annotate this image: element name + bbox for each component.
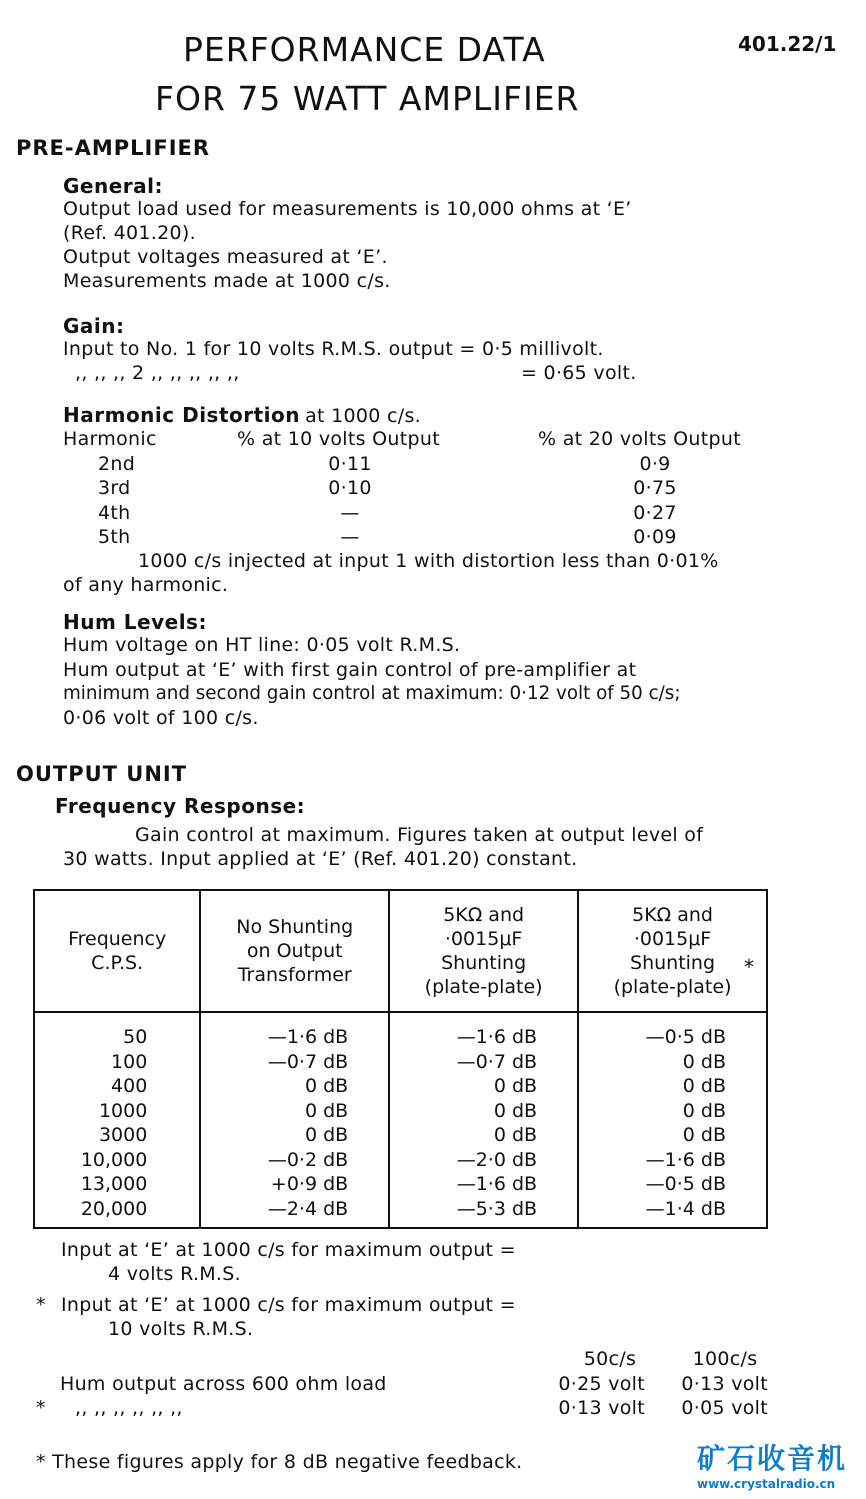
watermark-url: www.crystalradio.cn xyxy=(697,1477,836,1491)
column-header-shunting: 5KΩ and ·0015μF Shunting (plate-plate) xyxy=(389,890,578,1012)
cell-shunting-starred: —0·5 dB xyxy=(578,1172,767,1197)
harmonic-row-10v: — xyxy=(340,502,360,524)
frequency-response-intro-line-2: 30 watts. Input applied at ‘E’ (Ref. 401.20) constant. xyxy=(63,848,578,870)
hum-levels-line-3: minimum and second gain control at maximum: 0·12 volt of 50 c/s; xyxy=(63,683,681,704)
cell-frequency: 100 xyxy=(34,1050,200,1075)
table-header-row xyxy=(34,890,767,1012)
gain-line-1: Input to No. 1 for 10 volts R.M.S. output = 0·5 millivolt. xyxy=(63,338,604,360)
cell-no-shunting: —2·4 dB xyxy=(200,1197,389,1229)
cell-shunting-starred: 0 dB xyxy=(578,1123,767,1148)
cell-shunting-starred: —1·4 dB xyxy=(578,1197,767,1229)
harmonic-note-line-2: of any harmonic. xyxy=(63,574,229,596)
cell-shunting-starred: —0·5 dB xyxy=(578,1012,767,1050)
harmonic-row-20v: 0·27 xyxy=(633,502,677,524)
harmonic-row-label: 4th xyxy=(98,502,131,524)
harmonic-distortion-heading: Harmonic Distortion xyxy=(63,403,301,427)
hum-output-100: 0·13 volt xyxy=(681,1373,768,1395)
site-watermark xyxy=(697,1437,862,1491)
harmonic-distortion-heading-suffix: at 1000 c/s. xyxy=(305,405,422,427)
cell-shunting: 0 dB xyxy=(389,1074,578,1099)
table-row xyxy=(34,1197,767,1229)
input-max-star-asterisk: * xyxy=(36,1294,46,1316)
harmonic-row-label: 3rd xyxy=(98,477,131,499)
table-row xyxy=(34,1172,767,1197)
cell-no-shunting: —1·6 dB xyxy=(200,1012,389,1050)
cell-shunting: —1·6 dB xyxy=(389,1012,578,1050)
harmonic-row-10v: 0·10 xyxy=(328,477,372,499)
cell-no-shunting: 0 dB xyxy=(200,1123,389,1148)
frequency-response-table xyxy=(33,889,768,1229)
harmonic-row-label: 2nd xyxy=(98,453,136,475)
table-row xyxy=(34,1148,767,1173)
cell-frequency: 13,000 xyxy=(34,1172,200,1197)
hum-output-label: Hum output across 600 ohm load xyxy=(60,1373,387,1395)
harmonic-row-10v: — xyxy=(340,526,360,548)
cell-shunting-starred: 0 dB xyxy=(578,1074,767,1099)
document-reference: 401.22/1 xyxy=(738,32,837,56)
cell-frequency: 400 xyxy=(34,1074,200,1099)
gain-line-2-value: = 0·65 volt. xyxy=(521,362,637,384)
gain-line-2-ditto: ,, ,, ,, 2 ,, ,, ,, ,, ,, xyxy=(75,362,240,384)
general-line-4: Measurements made at 1000 c/s. xyxy=(63,270,391,292)
hum-column-header-50: 50c/s xyxy=(583,1348,637,1370)
general-line-2: (Ref. 401.20). xyxy=(63,222,196,244)
section-heading-pre-amplifier: PRE-AMPLIFIER xyxy=(16,136,211,160)
general-heading: General: xyxy=(63,174,163,198)
hum-output-star-100: 0·05 volt xyxy=(681,1397,768,1419)
cell-no-shunting: 0 dB xyxy=(200,1074,389,1099)
cell-shunting: —2·0 dB xyxy=(389,1148,578,1173)
cell-no-shunting: —0·2 dB xyxy=(200,1148,389,1173)
hum-levels-heading: Hum Levels: xyxy=(63,610,207,634)
section-heading-output-unit: OUTPUT UNIT xyxy=(16,762,188,786)
cell-shunting: 0 dB xyxy=(389,1123,578,1148)
cell-no-shunting: +0·9 dB xyxy=(200,1172,389,1197)
header-asterisk: * xyxy=(744,955,754,979)
hum-output-star-ditto: ,, ,, ,, ,, ,, ,, xyxy=(75,1397,183,1419)
frequency-response-heading: Frequency Response: xyxy=(55,794,306,818)
cell-shunting-starred: —1·6 dB xyxy=(578,1148,767,1173)
general-line-3: Output voltages measured at ‘E’. xyxy=(63,246,388,268)
cell-shunting-starred: 0 dB xyxy=(578,1050,767,1075)
cell-shunting: —1·6 dB xyxy=(389,1172,578,1197)
frequency-response-intro-line-1: Gain control at maximum. Figures taken at output level of xyxy=(135,824,704,846)
harmonic-column-header-10v: % at 10 volts Output xyxy=(237,428,440,450)
cell-frequency: 10,000 xyxy=(34,1148,200,1173)
hum-output-50: 0·25 volt xyxy=(558,1373,645,1395)
harmonic-column-header-harmonic: Harmonic xyxy=(63,428,157,450)
cell-frequency: 50 xyxy=(34,1012,200,1050)
hum-column-header-100: 100c/s xyxy=(692,1348,758,1370)
page-title-line-2: FOR 75 WATT AMPLIFIER xyxy=(155,79,580,118)
watermark-chinese-text: 矿石收音机 xyxy=(697,1442,848,1475)
cell-shunting: —0·7 dB xyxy=(389,1050,578,1075)
input-max-star-line-2: 10 volts R.M.S. xyxy=(108,1318,254,1340)
cell-frequency: 3000 xyxy=(34,1123,200,1148)
harmonic-column-header-20v: % at 20 volts Output xyxy=(538,428,741,450)
page-title-line-1: PERFORMANCE DATA xyxy=(183,30,546,69)
general-line-1: Output load used for measurements is 10,000 ohms at ‘E’ xyxy=(63,198,632,220)
harmonic-distortion-heading-row xyxy=(63,403,421,427)
harmonic-row-20v: 0·09 xyxy=(633,526,677,548)
table-row xyxy=(34,1012,767,1050)
input-max-line-1: Input at ‘E’ at 1000 c/s for maximum output = xyxy=(61,1239,516,1261)
table-row xyxy=(34,1074,767,1099)
cell-no-shunting: 0 dB xyxy=(200,1099,389,1124)
gain-heading: Gain: xyxy=(63,314,125,338)
footnote: * These figures apply for 8 dB negative feedback. xyxy=(36,1451,523,1473)
cell-shunting: 0 dB xyxy=(389,1099,578,1124)
input-max-line-2: 4 volts R.M.S. xyxy=(108,1263,241,1285)
harmonic-row-10v: 0·11 xyxy=(328,453,372,475)
cell-no-shunting: —0·7 dB xyxy=(200,1050,389,1075)
table-row xyxy=(34,1050,767,1075)
cell-shunting-starred: 0 dB xyxy=(578,1099,767,1124)
harmonic-row-20v: 0·9 xyxy=(639,453,671,475)
column-header-shunting-starred: 5KΩ and ·0015μF Shunting (plate-plate) * xyxy=(578,890,767,1012)
hum-levels-line-1: Hum voltage on HT line: 0·05 volt R.M.S. xyxy=(63,634,461,656)
harmonic-row-20v: 0·75 xyxy=(633,477,677,499)
hum-output-star-50: 0·13 volt xyxy=(558,1397,645,1419)
harmonic-row-label: 5th xyxy=(98,526,131,548)
cell-shunting: —5·3 dB xyxy=(389,1197,578,1229)
hum-levels-line-2: Hum output at ‘E’ with first gain control of pre-amplifier at xyxy=(63,659,637,681)
table-row xyxy=(34,1123,767,1148)
hum-levels-line-4: 0·06 volt of 100 c/s. xyxy=(63,707,259,729)
cell-frequency: 1000 xyxy=(34,1099,200,1124)
cell-frequency: 20,000 xyxy=(34,1197,200,1229)
hum-output-star-asterisk: * xyxy=(36,1397,46,1419)
table-row xyxy=(34,1099,767,1124)
harmonic-note-line-1: 1000 c/s injected at input 1 with distortion less than 0·01% xyxy=(138,550,719,572)
input-max-star-line-1: Input at ‘E’ at 1000 c/s for maximum output = xyxy=(61,1294,516,1316)
column-header-frequency: Frequency C.P.S. xyxy=(34,890,200,1012)
column-header-no-shunting: No Shunting on Output Transformer xyxy=(200,890,389,1012)
